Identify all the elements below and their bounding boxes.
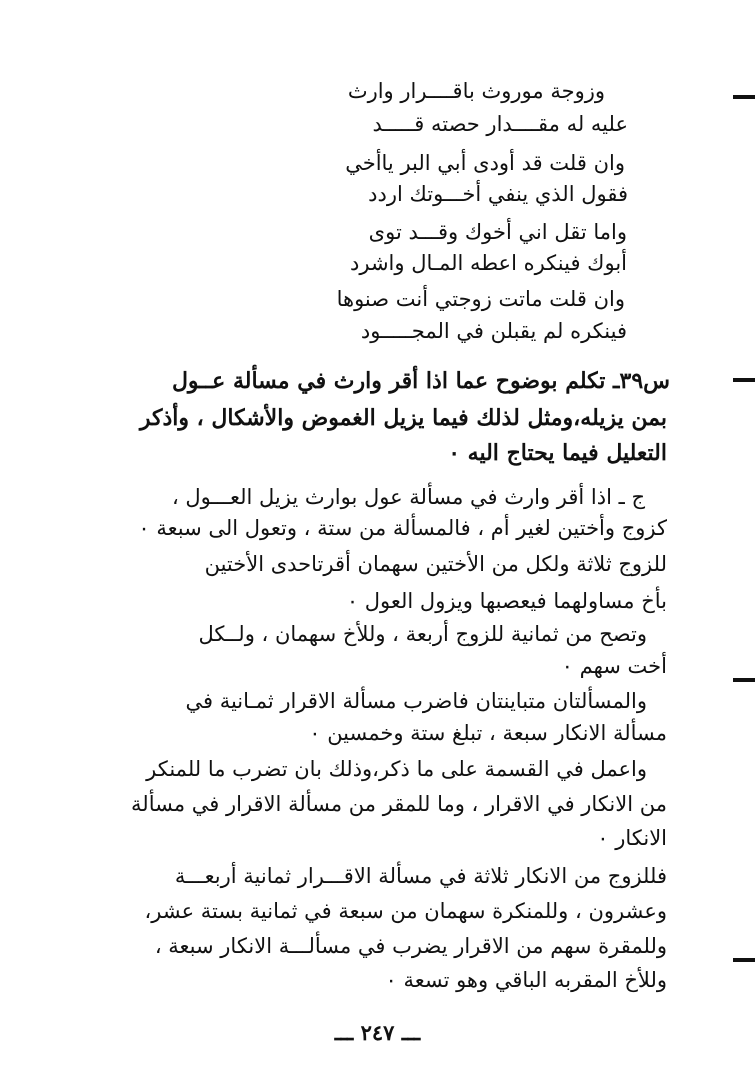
poem-line: وزوجة موروث باقــــرار وارث [347, 79, 605, 103]
answer-line: كزوج وأختين لغير أم ، فالمسألة من ستة ، وتعول الى سبعة ٠ [138, 516, 667, 540]
margin-mark [733, 95, 755, 99]
answer-line: ج ـ اذا أقر وارث في مسألة عول بوارث يزيل العـــول ، [171, 485, 645, 509]
answer-line: واعمل في القسمة على ما ذكر،وذلك بان تضرب ما للمنكر [146, 757, 647, 781]
answer-line: وللأخ المقربه الباقي وهو تسعة ٠ [385, 968, 667, 992]
answer-line: من الانكار في الاقرار ، وما للمقر من مسألة الاقرار في مسألة [131, 792, 667, 816]
answer-line: والمسألتان متباينتان فاضرب مسألة الاقرار ثمـانية في [185, 689, 647, 713]
question-line: س٣٩ـ تكلم بوضوح عما اذا أقر وارث في مسألة عــول [171, 368, 670, 394]
poem-line: وان قلت قد أودى أبي البر ياأخي [345, 151, 625, 175]
answer-line: فللزوج من الانكار ثلاثة في مسألة الاقـــرار ثمانية أربعـــة [174, 864, 667, 888]
poem-line: أبوك فينكره اعطه المـال واشرد [350, 251, 627, 275]
poem-line: عليه له مقــــدار حصته قـــــد [372, 112, 628, 136]
poem-line: فينكره لم يقبلن في المجـــــود [360, 319, 627, 343]
answer-line: للزوج ثلاثة ولكل من الأختين سهمان أقرتاحدى الأختين [204, 552, 667, 576]
poem-line: وان قلت ماتت زوجتي أنت صنوها [336, 287, 625, 311]
margin-mark [733, 958, 755, 962]
poem-line: واما تقل اني أخوك وقـــد توى [368, 220, 627, 244]
page-number: ـــ ٢٤٧ ـــ [334, 1020, 421, 1045]
question-line: التعليل فيما يحتاج اليه ٠ [448, 440, 667, 466]
poem-line: فقول الذي ينفي أخـــوتك اردد [368, 182, 628, 206]
margin-mark [733, 378, 755, 382]
answer-line: وتصح من ثمانية للزوج أربعة ، وللأخ سهمان ، ولــكل [198, 622, 647, 646]
answer-line: وعشرون ، وللمنكرة سهمان من سبعة في ثمانية بستة عشر، [144, 899, 667, 923]
question-line: بمن يزيله،ومثل لذلك فيما يزيل الغموض والأشكال ، وأذكر [139, 405, 667, 431]
answer-line: أخت سهم ٠ [561, 654, 667, 678]
answer-line: بأخ مساولهما فيعصبها ويزول العول ٠ [346, 589, 667, 613]
answer-line: وللمقرة سهم من الاقرار يضرب في مسألـــة الانكار سبعة ، [154, 934, 667, 958]
margin-mark [733, 678, 755, 682]
answer-line: الانكار ٠ [597, 826, 667, 850]
answer-line: مسألة الانكار سبعة ، تبلغ ستة وخمسين ٠ [309, 721, 667, 745]
